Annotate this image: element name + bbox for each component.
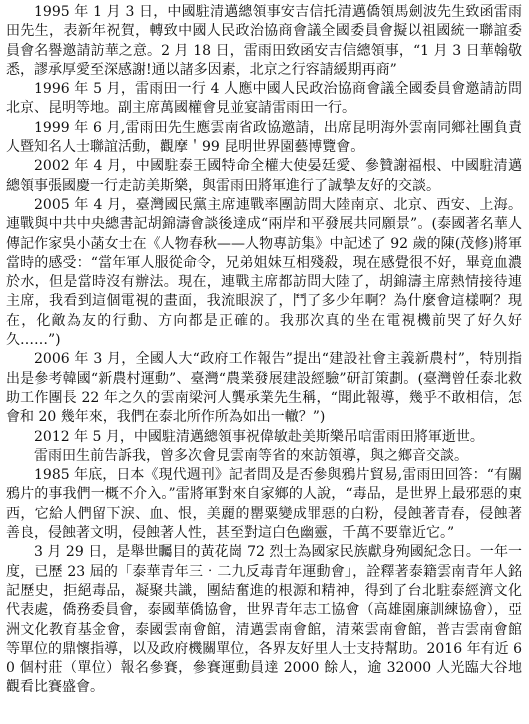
paragraph-2006-new-countryside: 2006 年 3 月，全國人大“政府工作報告”提出“建設社會主義新農村”，特別指出是參考韓國“新農村運動”、臺灣“農業發展建設經驗”研訂策劃。(臺灣曾任泰北救助工作團長 22 年之久的雲南梁河人龔承業先生稱，“聞此報導，幾乎不敢相信，怎會和 20 幾年來，我們在泰北所作所為如出一轍？”) [6, 351, 522, 426]
paragraph-1996-visit: 1996 年 5 月，雷雨田一行 4 人應中國人民政治協商會議全國委員會邀請訪問北京、昆明等地。副主席萬國權會見並宴請雷雨田一行。 [6, 81, 522, 117]
paragraph-anti-drug-games: 3 月 29 日，是舉世矚目的黃花崗 72 烈士為國家民族獻身殉國紀念日。一年一度，已歷 23 屆的「泰華青年三‧二九反毒青年運動會」，詮釋著泰籍雲南青年人銘記歷史，拒絕毒品，凝聚共識，團結奮進的根源和精神，得到了台北駐泰經濟文化代表處，僑務委員會，泰國華僑協會，世界青年志工協會（高雄園廉訓練協會），亞洲文化教育基金會，泰國雲南會館，清邁雲南會館，清萊雲南會館，普吉雲南會館等單位的鼎懷指導，以及政府機關單位，各界友好里人士支持幫助。2016 年有近 60 個村莊（單位）報名參賽，參賽運動員達 2000 餘人，逾 32000 人光臨大谷地觀看比賽盛會。 [6, 544, 522, 696]
paragraph-2005-lien-chan: 2005 年 4 月，臺灣國民黨主席連戰率團訪問大陸南京、北京、西安、上海。連戰與中共中央總書記胡錦濤會談後達成“兩岸和平發展共同願景”。(泰國著名華人傳記作家吳小菡女士在《人物春秋——人物專訪集》中記述了 92 歲的陳(茂修)將軍當時的感受：“當年軍人服從命令，兄弟姐妹互相殘殺，現在感覺很不好，畢竟血濃於水，但是當時沒有辦法。現在，連戰主席都訪問大陸了，胡錦濤主席熱情接待連主席，我看到這個電視的畫面，我流眼淚了，鬥了多少年啊？為什麼會這樣啊？現在，化敵為友的行動、方向都是正確的。我那次真的坐在電視機前哭了好久好久……”) [6, 196, 522, 349]
paragraph-1995-invitation: 1995 年 1 月 3 日，中國駐清邁總領事安吉信托清邁僑領馬劍波先生致函雷雨田先生，表新年祝賀，轉致中國人民政治協商會議全國委員會擬以祖國統一聯誼委員會名譽邀請訪華之意。2 月 18 日，雷雨田致函安吉信總領事，“1 月 3 日華翰敬悉，謬承厚愛至深感謝!通以諸多因素，北京之行容請緩期再商” [6, 4, 522, 78]
paragraph-1999-kunming: 1999 年 6 月,雷雨田先生應雲南省政協邀請，出席昆明海外雲南同鄉社團負責人暨知名人士聯誼活動，觀摩＇99 昆明世界園藝博覽會。 [6, 119, 522, 156]
paragraph-1985-opium: 1985 年底，日本《現代週刊》記者問及是否參與鴉片貿易,雷雨田回答：“有關鴉片的事我們一概不介入。”雷將軍對來自家鄉的人說，“毒品，是世界上最邪惡的東西，它給人們留下淚、血、恨，美麗的罌粟變成罪惡的白粉，侵蝕著青春，侵蝕著善良，侵蝕著文明，侵蝕著人性，甚至對這白色幽靈，千萬不要靠近它。” [6, 467, 522, 542]
paragraph-2002-ambassador: 2002 年 4 月，中國駐泰王國特命全權大使晏廷愛、參贊謝福根、中國駐清邁總領事張國慶一行走訪美斯樂，與雷雨田將軍進行了誠摯友好的交談。 [6, 158, 522, 194]
paragraph-2012-condolence: 2012 年 5 月，中國駐清邁總領事祝偉敏赴美斯樂吊唁雷雨田將軍逝世。 [34, 428, 484, 445]
paragraph-yunnan-visits: 雷雨田生前告訴我，曾多次會見雲南等省的來訪領導，與之鄉音交談。 [34, 447, 468, 464]
